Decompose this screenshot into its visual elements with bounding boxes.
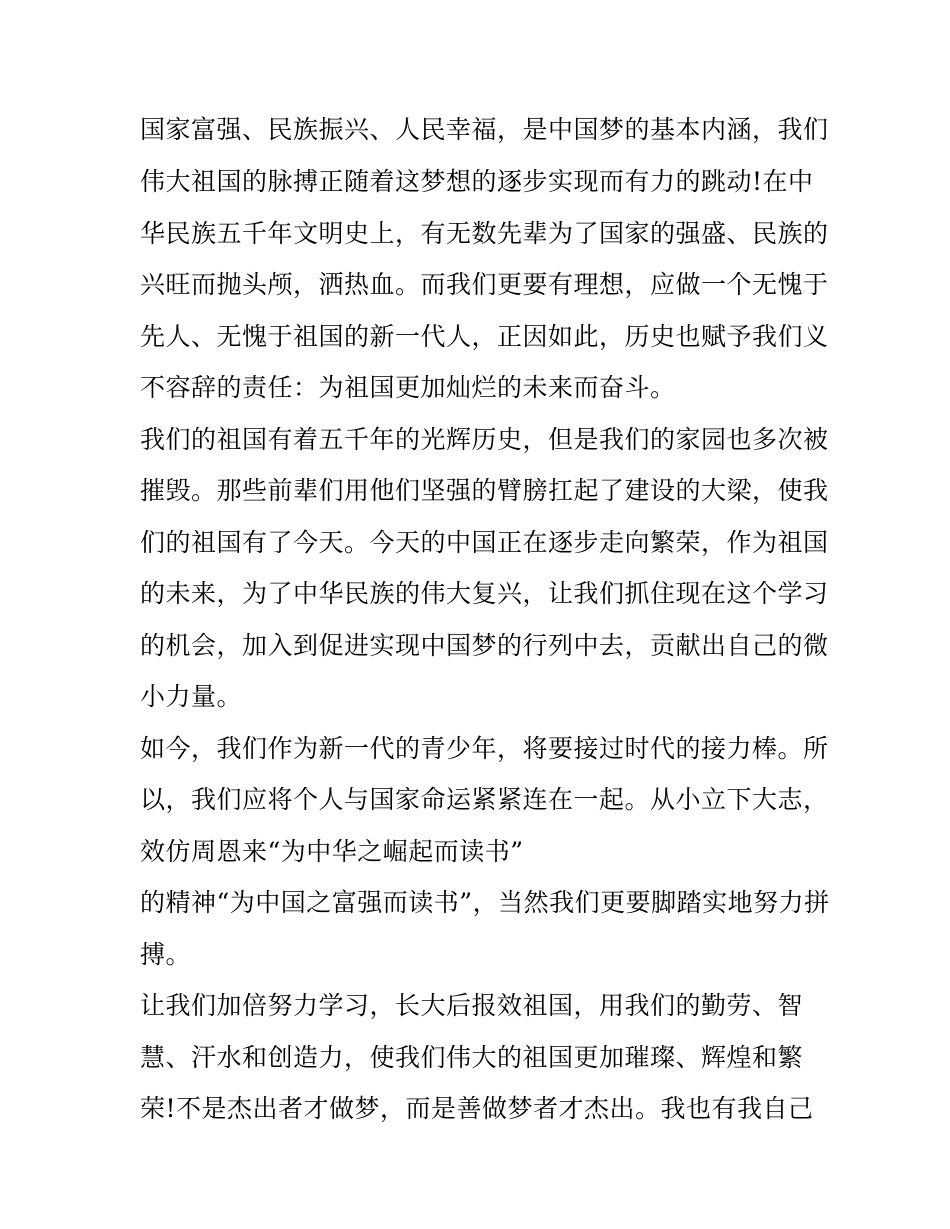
- text-line: 的机会，加入到促进实现中国梦的行列中去，贡献出自己的微: [140, 631, 829, 660]
- text-line: 兴旺而抛头颅，洒热血。而我们更要有理想，应做一个无愧于: [140, 270, 829, 299]
- text-line: 慧、汗水和创造力，使我们伟大的祖国更加璀璨、辉煌和繁: [140, 1043, 804, 1072]
- text-line: 我们的祖国有着五千年的光辉历史，但是我们的家园也多次被: [140, 425, 829, 454]
- text-line: 摧毁。那些前辈们用他们坚强的臂膀扛起了建设的大梁，使我: [140, 476, 829, 505]
- text-line: 国家富强、民族振兴、人民幸福，是中国梦的基本内涵，我们: [140, 115, 829, 144]
- text-line: 效仿周恩来“为中华之崛起而读书”: [140, 837, 524, 866]
- text-line: 不容辞的责任：为祖国更加灿烂的未来而奋斗。: [140, 373, 676, 402]
- text-line: 的精神“为中国之富强而读书”，当然我们更要脚踏实地努力拼: [140, 888, 830, 917]
- text-line: 伟大祖国的脉搏正随着这梦想的逐步实现而有力的跳动!在中: [140, 167, 814, 196]
- text-line: 以，我们应将个人与国家命运紧紧连在一起。从小立下大志，: [140, 785, 829, 814]
- text-line: 荣!不是杰出者才做梦，而是善做梦者才杰出。我也有我自己: [140, 1094, 814, 1123]
- text-line: 小力量。: [140, 682, 243, 711]
- text-line: 的未来，为了中华民族的伟大复兴，让我们抓住现在这个学习: [140, 579, 829, 608]
- text-line: 先人、无愧于祖国的新一代人，正因如此，历史也赋予我们义: [140, 322, 829, 351]
- text-line: 华民族五千年文明史上，有无数先辈为了国家的强盛、民族的: [140, 219, 829, 248]
- text-line: 如今，我们作为新一代的青少年，将要接过时代的接力棒。所: [140, 734, 829, 763]
- text-line: 搏。: [140, 940, 192, 969]
- text-line: 让我们加倍努力学习，长大后报效祖国，用我们的勤劳、智: [140, 991, 804, 1020]
- text-line: 们的祖国有了今天。今天的中国正在逐步走向繁荣，作为祖国: [140, 528, 829, 557]
